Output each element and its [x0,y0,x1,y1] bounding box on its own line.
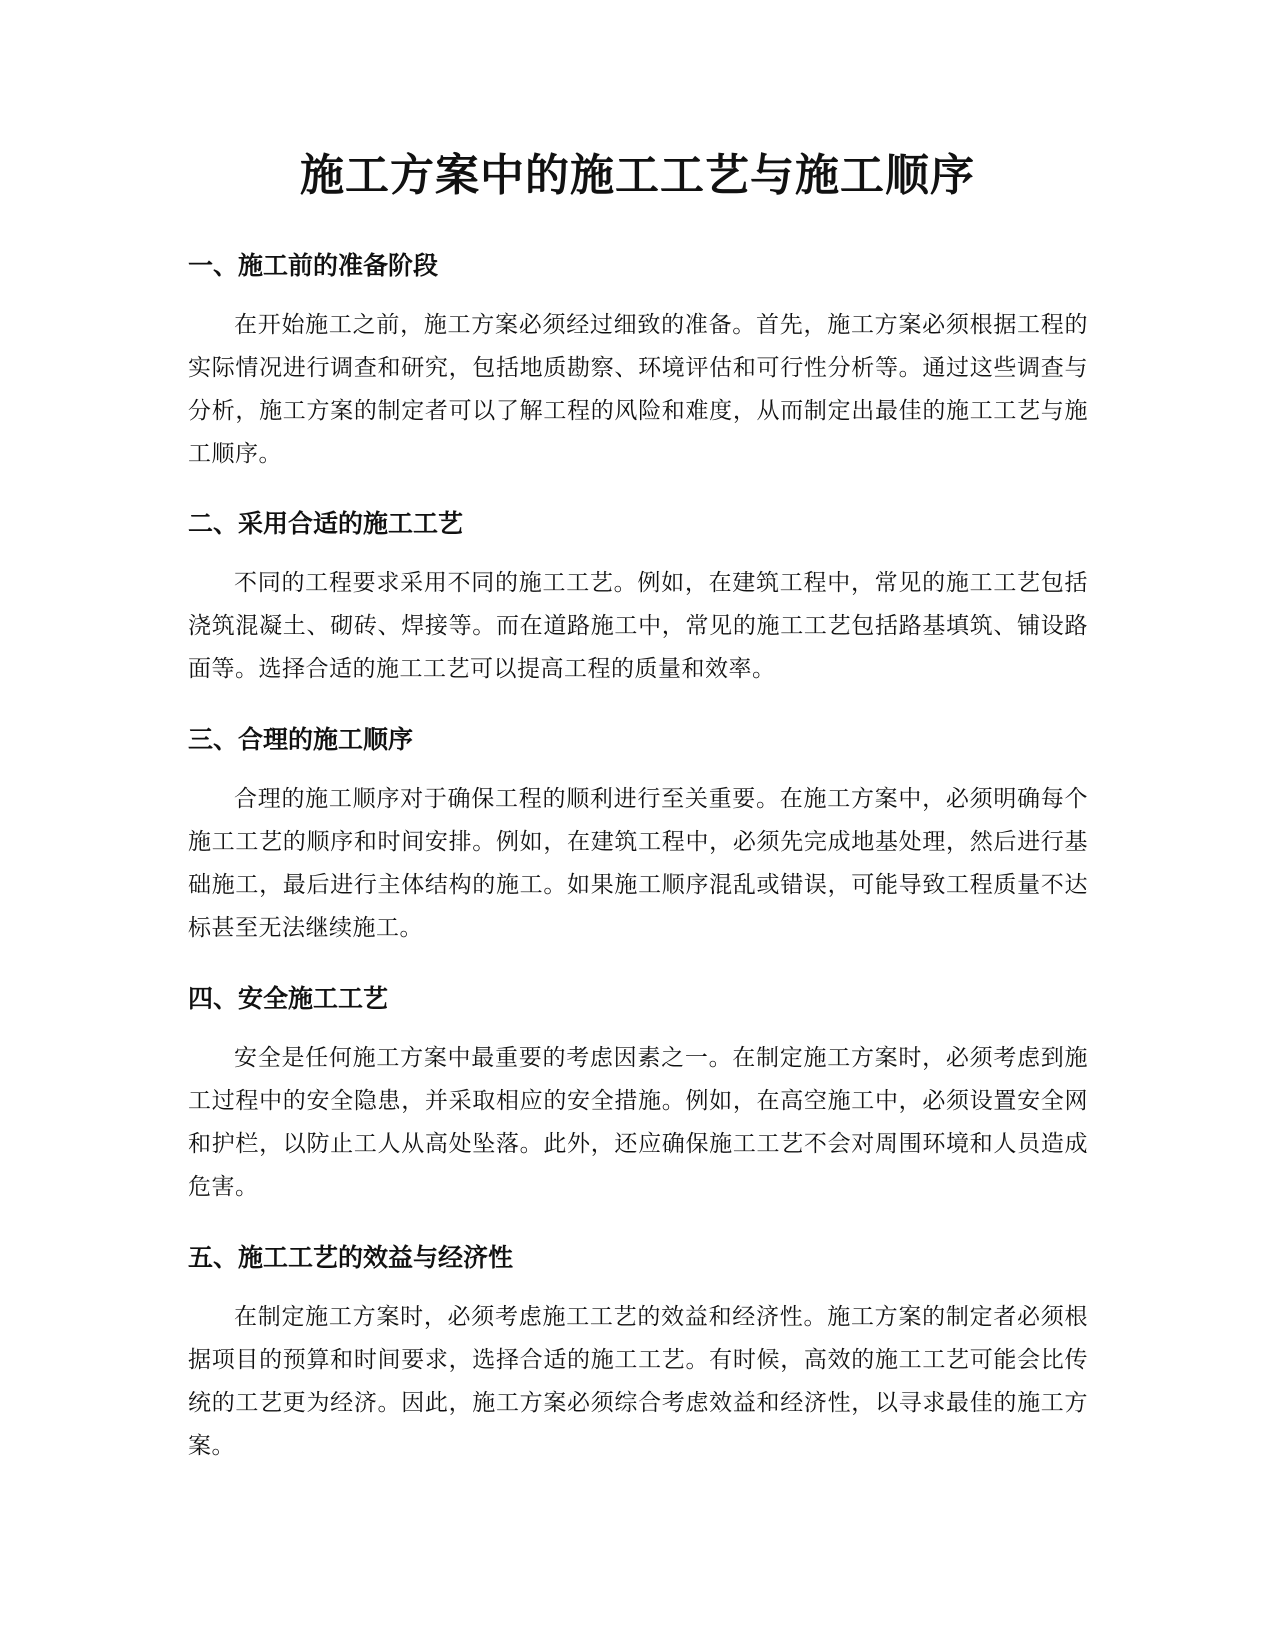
section-safety [188,981,1088,1209]
section-paragraph: 安全是任何施工方案中最重要的考虑因素之一。在制定施工方案时，必须考虑到施工过程中的安全隐患，并采取相应的安全措施。例如，在高空施工中，必须设置安全网和护栏，以防止工人从高处坠落。此外，还应确保施工工艺不会对周围环境和人员造成危害。 [188,1045,1088,1200]
section-paragraph: 在开始施工之前，施工方案必须经过细致的准备。首先，施工方案必须根据工程的实际情况进行调查和研究，包括地质勘察、环境评估和可行性分析等。通过这些调查与分析，施工方案的制定者可以了解工程的风险和难度，从而制定出最佳的施工工艺与施工顺序。 [188,312,1088,467]
section-paragraph: 合理的施工顺序对于确保工程的顺利进行至关重要。在施工方案中，必须明确每个施工工艺的顺序和时间安排。例如，在建筑工程中，必须先完成地基处理，然后进行基础施工，最后进行主体结构的施工。如果施工顺序混乱或错误，可能导致工程质量不达标甚至无法继续施工。 [188,786,1088,941]
section-paragraph: 在制定施工方案时，必须考虑施工工艺的效益和经济性。施工方案的制定者必须根据项目的预算和时间要求，选择合适的施工工艺。有时候，高效的施工工艺可能会比传统的工艺更为经济。因此，施工方案必须综合考虑效益和经济性，以寻求最佳的施工方案。 [188,1304,1088,1459]
section-heading: 五、施工工艺的效益与经济性 [188,1243,514,1272]
section-preparation [188,248,1088,476]
section-process-selection [188,506,1088,691]
section-economics [188,1240,1088,1468]
section-paragraph: 不同的工程要求采用不同的施工工艺。例如，在建筑工程中，常见的施工工艺包括浇筑混凝土、砌砖、焊接等。而在道路施工中，常见的施工工艺包括路基填筑、铺设路面等。选择合适的施工工艺可以提高工程的质量和效率。 [188,570,1088,682]
page-title: 施工方案中的施工工艺与施工顺序 [300,150,975,201]
section-heading: 二、采用合适的施工工艺 [188,509,464,538]
section-heading: 三、合理的施工顺序 [188,725,414,754]
section-heading: 一、施工前的准备阶段 [188,251,439,280]
section-construction-sequence [188,722,1088,950]
section-heading: 四、安全施工工艺 [188,984,389,1013]
